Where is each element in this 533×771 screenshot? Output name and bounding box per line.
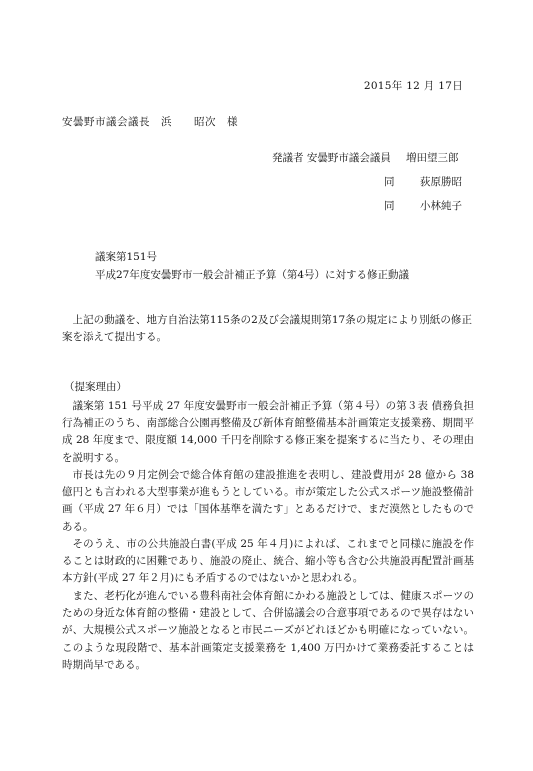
- proposer-row-3: [272, 199, 472, 213]
- reason-paragraph-1: 議案第 151 号平成 27 年度安曇野市一般会計補正予算（第４号）の第３表 債務負担行為補正のうち、南部総合公園再整備及び新体育館整備基本計画策定支援業務、期間平成 28 年度まで、限度額 14,000 千円を削除する修正案を提案するに当たり、その理由を説明する。: [62, 400, 474, 464]
- reasons-heading: （提案理由）: [64, 381, 127, 393]
- intro-paragraph: 上記の動議を、地方自治法第115条の2及び会議規則第17条の規定により別紙の修正案を添えて提出する。: [62, 314, 472, 343]
- proposer-role: 同: [384, 176, 395, 188]
- bill-title: 平成27年度安曇野市一般会計補正予算（第4号）に対する修正動議: [95, 269, 410, 281]
- reason-paragraph-3: そのうえ、市の公共施設白書(平成 25 年４月)によれば、これまでと同様に施設を作ることは財政的に困難であり、施設の廃止、統合、縮小等も含む公共施設再配置計画基本方針(平成 27 年２月)にも矛盾するのではないかと思われる。: [62, 538, 474, 585]
- addressee: 安曇野市議会議長 浜 昭次 様: [62, 116, 238, 128]
- proposer-role: 発議者 安曇野市議会議員: [272, 152, 391, 164]
- document-date: 2015年 12 月 17日: [363, 80, 463, 92]
- proposer-row-2: [272, 175, 472, 189]
- proposer-name: 荻原勝昭: [420, 176, 462, 188]
- proposer-name: 増田望三郎: [406, 152, 459, 164]
- proposer-name: 小林純子: [420, 200, 462, 212]
- reason-paragraph-4: また、老朽化が進んでいる豊科南社会体育館にかわる施設としては、健康スポーツのための身近な体育館の整備・建設として、合併協議会の合意事項であるので異存はないが、大規模公式スポーツ施設となると市民ニーズがどれほどかも明確になっていない。このような現段階で、基本計画策定支援業務を 1,400 万円かけて業務委託することは時期尚早である。: [62, 590, 474, 671]
- proposer-role: 同: [384, 200, 395, 212]
- bill-number: 議案第151号: [95, 251, 158, 263]
- proposer-row-1: [272, 151, 472, 165]
- reason-paragraph-2: 市長は先の９月定例会で総合体育館の建設推進を表明し、建設費用が 28 億から 38 億円とも言われる大型事業が進もうとしている。市が策定した公式スポーツ施設整備計画（平成 27 年６月）では「国体基準を満たす」とあるだけで、まだ漠然としたものである。: [62, 469, 474, 533]
